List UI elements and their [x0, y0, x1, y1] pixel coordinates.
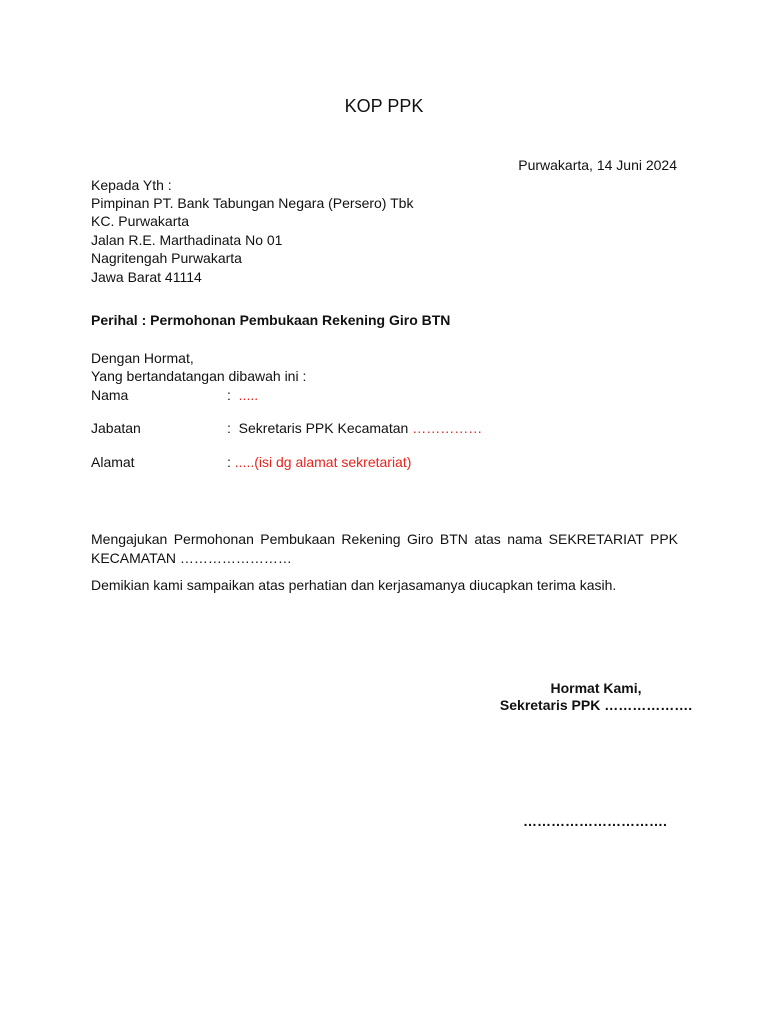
field-jabatan-separator: : [227, 420, 231, 436]
recipient-line-1: Kepada Yth : [91, 177, 172, 193]
field-nama-value: ..... [238, 387, 259, 403]
field-alamat-label: Alamat [91, 454, 135, 470]
field-nama-label: Nama [91, 387, 129, 403]
letter-greeting: Dengan Hormat, [91, 350, 194, 366]
signature-name-line: …………………………. [523, 813, 667, 829]
recipient-line-4: Jalan R.E. Marthadinata No 01 [91, 232, 283, 248]
recipient-line-3: KC. Purwakarta [91, 213, 190, 229]
letter-body-paragraph: Mengajukan Permohonan Pembukaan Rekening Giro BTN atas nama SEKRETARIAT PPK KECAMATAN …………………… [91, 531, 678, 566]
field-alamat-row [227, 453, 411, 471]
letter-subject: Perihal : Permohonan Pembukaan Rekening Giro BTN [91, 312, 451, 328]
recipient-line-2: Pimpinan PT. Bank Tabungan Negara (Persero) Tbk [91, 195, 414, 211]
letter-closing-sentence: Demikian kami sampaikan atas perhatian dan kerjasamanya diucapkan terima kasih. [91, 577, 617, 593]
letter-intro: Yang bertandatangan dibawah ini : [91, 368, 307, 384]
field-alamat-value: .....(isi dg alamat sekretariat) [234, 454, 412, 470]
field-alamat-separator: : [227, 454, 231, 470]
field-jabatan-label: Jabatan [91, 420, 141, 436]
letter-date: Purwakarta, 14 Juni 2024 [518, 157, 677, 173]
signature-title: Sekretaris PPK ………………. [499, 697, 693, 713]
field-jabatan-value: Sekretaris PPK Kecamatan [238, 420, 409, 436]
field-jabatan-placeholder: …………… [412, 420, 483, 436]
signature-salutation: Hormat Kami, [550, 680, 642, 696]
recipient-line-5: Nagritengah Purwakarta [91, 250, 242, 266]
letter-header-title: KOP PPK [344, 96, 424, 116]
field-jabatan-row [227, 419, 482, 437]
field-nama-row [227, 386, 258, 404]
recipient-line-6: Jawa Barat 41114 [91, 269, 202, 285]
field-nama-separator: : [227, 387, 231, 403]
